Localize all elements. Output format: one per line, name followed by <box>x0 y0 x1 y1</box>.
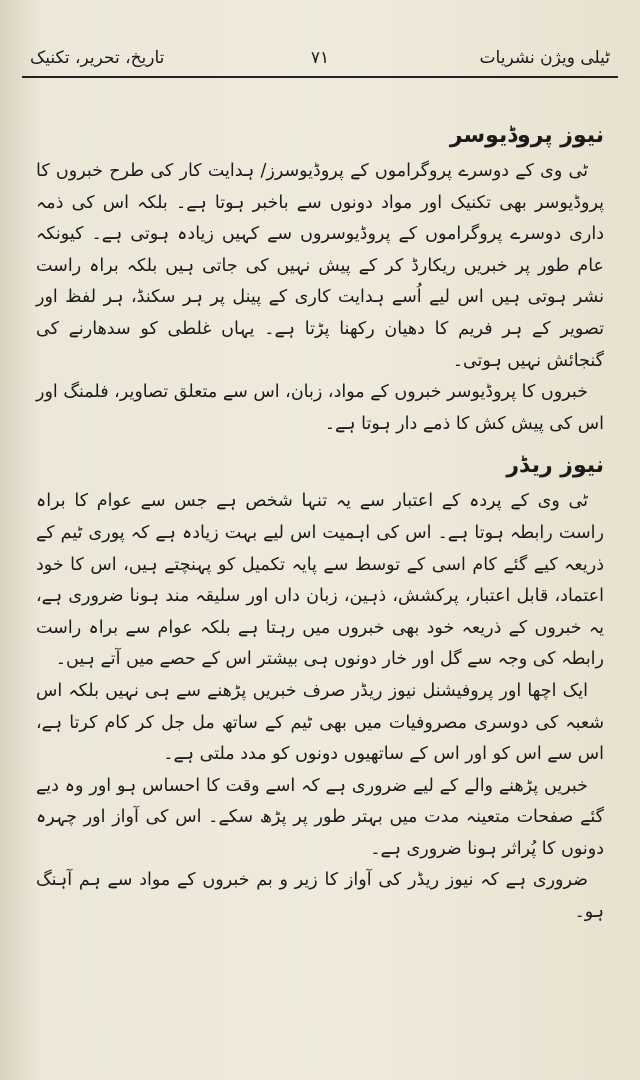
section-heading-news-reader: نیوز ریڈر <box>506 453 604 479</box>
paragraph: ضروری ہے کہ نیوز ریڈر کی آواز کا زیر و بم خبروں کے مواد سے ہم آہنگ ہو۔ <box>36 870 604 923</box>
section-heading-news-producer: نیوز پروڈیوسر <box>449 123 604 148</box>
running-header <box>30 46 610 74</box>
page-number: ۷۱ <box>310 48 330 68</box>
paragraph: خبروں کا پروڈیوسر خبروں کے مواد، زبان، اس سے متعلق تصاویر، فلمنگ اور اس کی پیش کش کا ذمے دار ہوتا ہے۔ <box>36 382 604 434</box>
book-subtitle: تاریخ، تحریر، تکنیک <box>30 48 165 68</box>
paragraph: ٹی وی کے دوسرے پروگراموں کے پروڈیوسرز/ ہدایت کار کی طرح خبروں کا پروڈیوسر بھی تکنیک اور مواد دونوں سے باخبر ہوتا ہے۔ بلکہ اس کی ذمہ داری دوسرے پروگراموں کے پروڈیوسروں سے کہیں زیادہ ہوتی ہے۔ کیونکہ عام طور پر خبریں ریکارڈ کر کے پیش نہیں کی جاتی ہیں بلکہ براہ راست نشر ہوتی ہیں اس لیے اُسے ہدایت کاری کے پینل پر ہر سکنڈ، ہر لفظ اور تصویر کے ہر فریم کا دھیان رکھنا پڑتا ہے۔ یہاں غلطی کو سدھارنے کی گنجائش نہیں ہوتی۔ <box>36 161 604 371</box>
header-rule <box>22 76 618 78</box>
page-body <box>36 110 604 929</box>
paragraph: ٹی وی کے پردہ کے اعتبار سے یہ تنہا شخص ہے جس سے عوام کا براہ راست رابطہ ہوتا ہے۔ اس کی اہمیت اس لیے بہت زیادہ ہے کہ پوری ٹیم کے ذریعہ کیے گئے کام اسی کے توسط سے پایہ تکمیل کو پہنچتے ہیں، اس کا خود اعتماد، قابل اعتبار، پرکشش، ذہین، زبان داں اور سلیقہ مند ہونا ضروری ہے، یہ خبروں کے ذریعہ خود بھی خبروں میں رہتا ہے بلکہ عوام سے براہ راست رابطہ کی وجہ سے گل اور خار دونوں ہی بیشتر اس کے حصے میں آتے ہیں۔ <box>36 491 604 670</box>
paragraph: ایک اچھا اور پروفیشنل نیوز ریڈر صرف خبریں پڑھنے سے ہی نہیں بلکہ اس شعبہ کی دوسری مصروفیات میں بھی ٹیم کے ساتھ مل جل کر کام کرتا ہے، اس سے اس کو اور اس کے ساتھیوں دونوں کو مدد ملتی ہے۔ <box>36 680 604 765</box>
paragraph: خبریں پڑھنے والے کے لیے ضروری ہے کہ اسے وقت کا احساس ہو اور وہ دیے گئے صفحات متعینہ مدت میں بہتر طور پر پڑھ سکے۔ اس کی آواز اور چہرہ دونوں کا پُراثر ہونا ضروری ہے۔ <box>36 775 604 859</box>
book-title: ٹیلی ویژن نشریات <box>479 48 610 68</box>
